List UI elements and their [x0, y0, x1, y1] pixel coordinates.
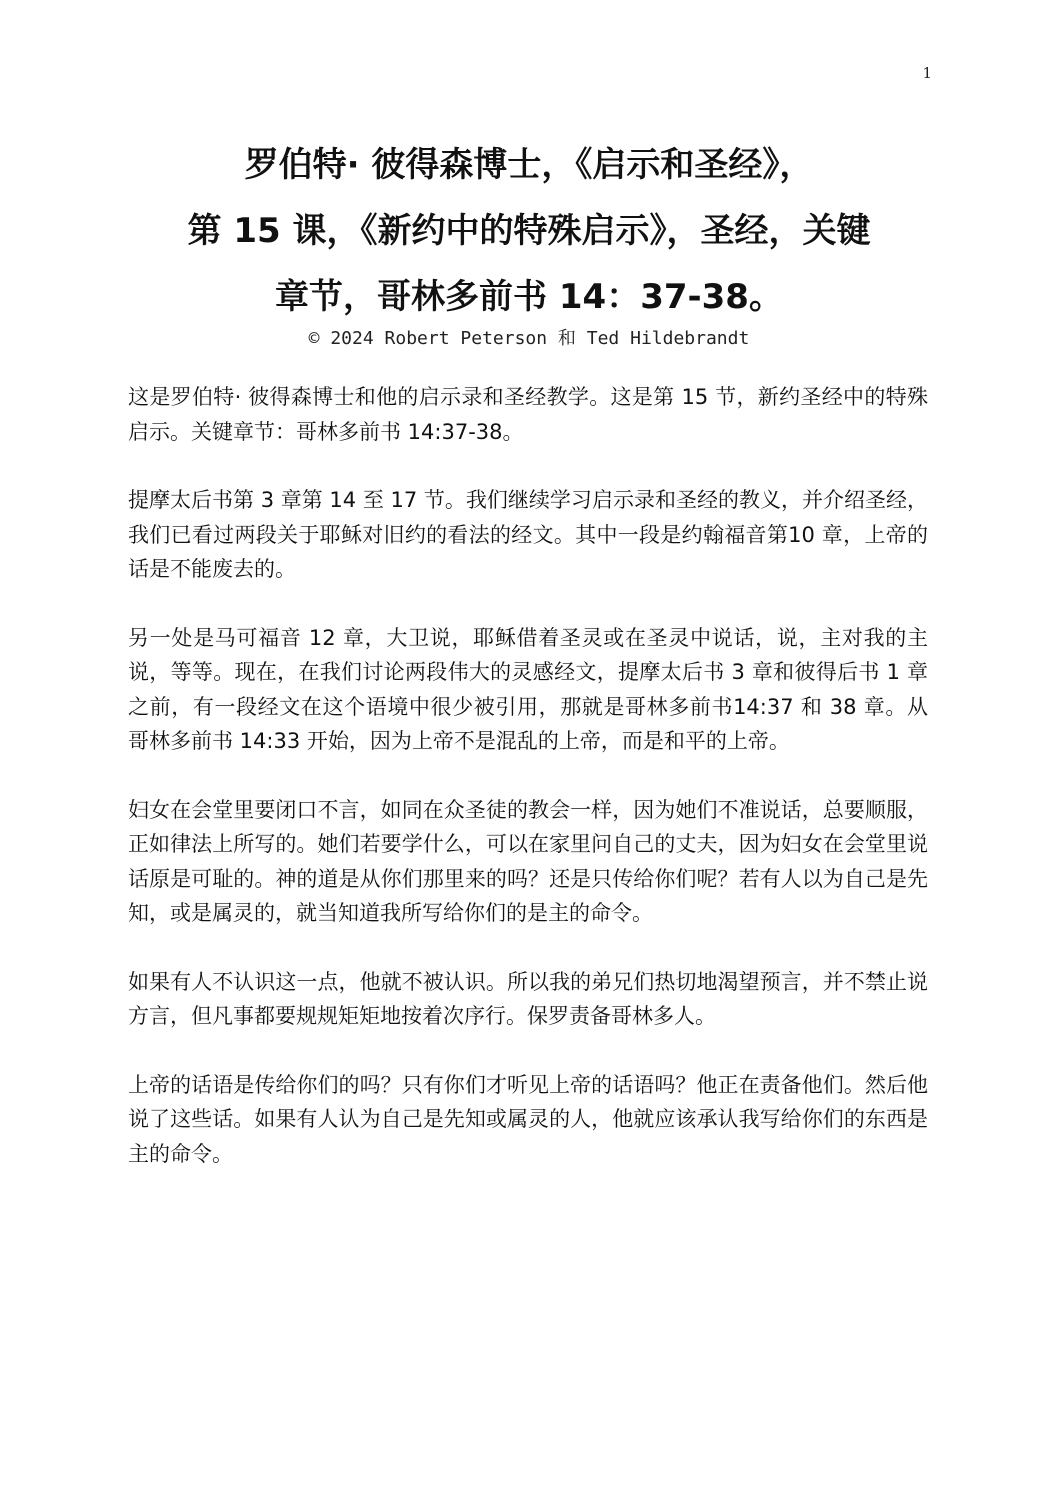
paragraph-3: 另一处是马可福音 12 章，大卫说，耶稣借着圣灵或在圣灵中说话，说，主对我的主说，等等。现在，在我们讨论两段伟大的灵感经文，提摩太后书 3 章和彼得后书 1 章之前，有一段经文在这个语境中很少被引用，那就是哥林多前书14:37 和 38 章。从哥林多前书 14:33 开始，因为上帝不是混乱的上帝，而是和平的上帝。	[128, 625, 928, 753]
paragraph-1: 这是罗伯特· 彼得森博士和他的启示录和圣经教学。这是第 15 节，新约圣经中的特殊启示。关键章节：哥林多前书 14:37-38。	[128, 385, 928, 444]
paragraph-5: 如果有人不认识这一点，他就不被认识。所以我的弟兄们热切地渴望预言，并不禁止说方言，但凡事都要规规矩矩地按着次序行。保罗责备哥林多人。	[128, 969, 928, 1028]
title-line-2: 第 15 课，《新约中的特殊启示》，圣经，关键	[187, 211, 871, 251]
document-body	[128, 380, 928, 1205]
title-line-1: 罗伯特· 彼得森博士，《启示和圣经》，	[244, 145, 814, 185]
document-title	[120, 132, 938, 352]
page-number: 1	[922, 64, 932, 82]
copyright-notice: © 2024 Robert Peterson 和 Ted Hildebrandt	[308, 328, 750, 349]
title-line-3: 章节，哥林多前书 14：37-38。	[275, 277, 783, 317]
paragraph-4: 妇女在会堂里要闭口不言，如同在众圣徒的教会一样，因为她们不准说话，总要顺服，正如律法上所写的。她们若要学什么，可以在家里问自己的丈夫，因为妇女在会堂里说话原是可耻的。神的道是从你们那里来的吗？还是只传给你们呢？若有人以为自己是先知，或是属灵的，就当知道我所写给你们的是主的命令。	[128, 797, 928, 925]
paragraph-6: 上帝的话语是传给你们的吗？只有你们才听见上帝的话语吗？他正在责备他们。然后他说了这些话。如果有人认为自己是先知或属灵的人，他就应该承认我写给你们的东西是主的命令。	[128, 1072, 928, 1166]
paragraph-2: 提摩太后书第 3 章第 14 至 17 节。我们继续学习启示录和圣经的教义，并介绍圣经，我们已看过两段关于耶稣对旧约的看法的经文。其中一段是约翰福音第10 章，上帝的话是不能废去的。	[128, 488, 928, 581]
